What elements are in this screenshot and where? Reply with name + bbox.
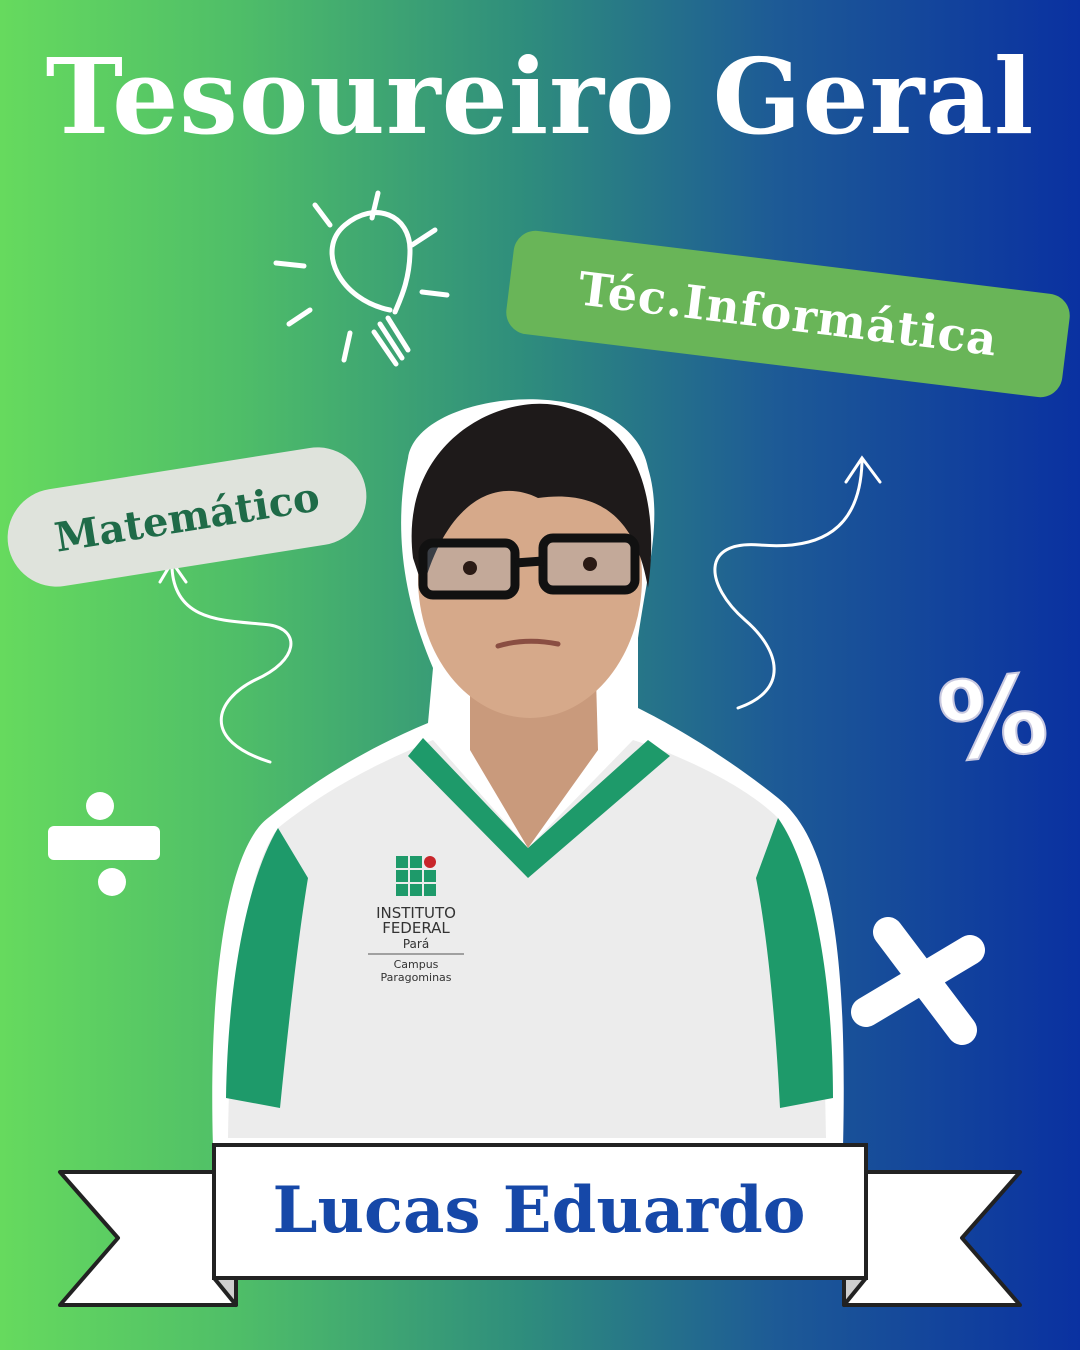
course-tag-label: Téc.Informática (575, 261, 1001, 367)
shirt-text-federal: FEDERAL (382, 919, 450, 937)
person-name: Lucas Eduardo (272, 1172, 806, 1248)
shirt-text-paragominas: Paragominas (380, 971, 452, 984)
shirt-text-campus: Campus (393, 958, 439, 971)
percent-icon: % (932, 651, 1054, 788)
shirt-text-para: Pará (402, 937, 430, 951)
poster-title: Tesoureiro Geral (45, 35, 1035, 158)
skill-tag-label: Matemático (51, 472, 323, 562)
shirt-text-instituto: INSTITUTO (376, 904, 456, 922)
